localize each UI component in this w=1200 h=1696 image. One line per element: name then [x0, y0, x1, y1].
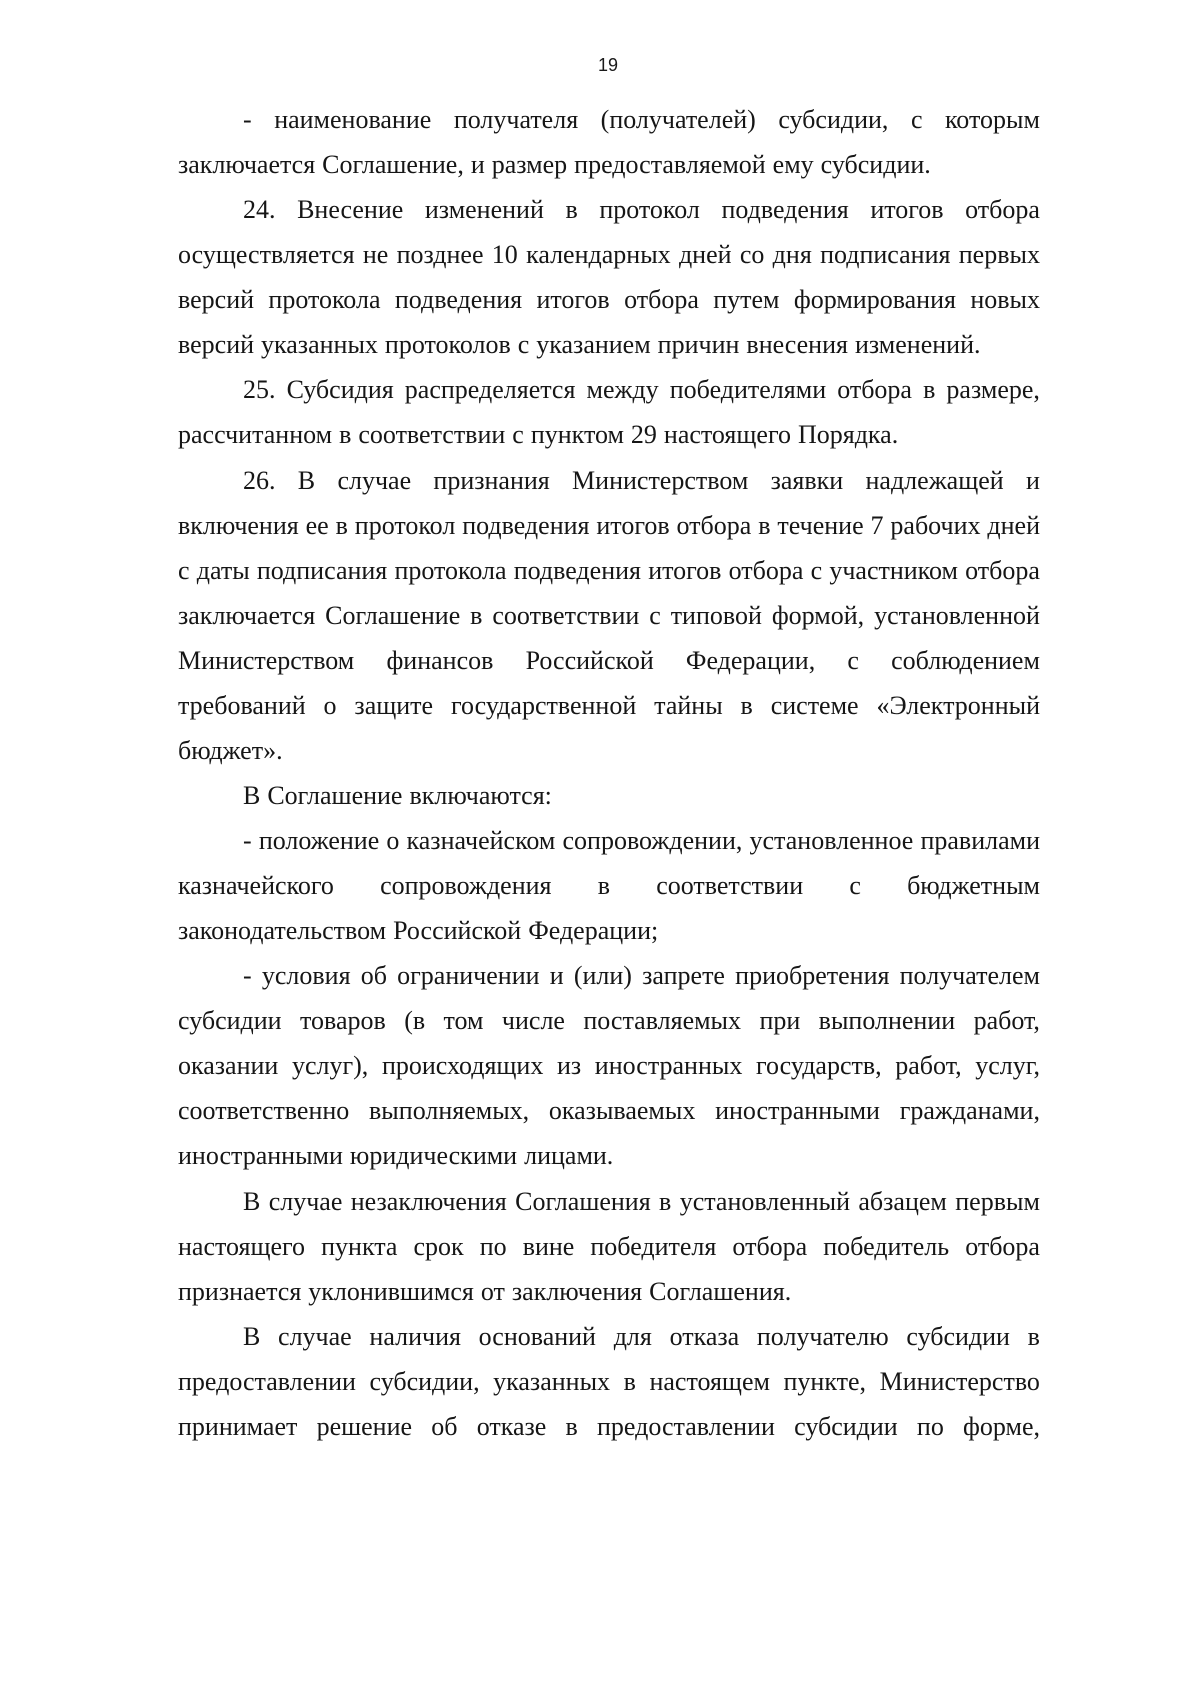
word: отбора: [837, 375, 912, 405]
word: бюджетным: [907, 871, 1040, 901]
word: срок: [413, 1231, 464, 1261]
word: сопровождения: [380, 871, 552, 901]
word: отбора: [965, 195, 1040, 225]
word: в: [1027, 1321, 1040, 1351]
word: наименование: [274, 105, 432, 134]
word: получателю: [756, 1321, 889, 1351]
text-line: [178, 1088, 1040, 1133]
word: отбора: [624, 285, 699, 315]
word: надлежащей: [865, 465, 1004, 495]
word: пункта: [321, 1231, 398, 1261]
word: числе: [501, 1006, 565, 1036]
word: по: [916, 1411, 944, 1441]
word: подведения: [462, 510, 590, 540]
word: -: [243, 105, 252, 134]
word: -: [243, 826, 252, 855]
word: не: [362, 240, 389, 270]
word: работ,: [973, 1006, 1040, 1036]
word: том: [443, 1006, 484, 1036]
word: 10: [491, 240, 518, 270]
word: Российской: [525, 645, 654, 675]
word: системе: [770, 690, 859, 720]
word: в: [758, 510, 771, 540]
word: работ,: [895, 1051, 962, 1081]
word: протокола: [394, 555, 507, 585]
word: в: [470, 600, 483, 630]
word: участником: [829, 555, 958, 585]
word: о: [323, 690, 337, 720]
word: получателем: [899, 961, 1040, 991]
word: требований: [178, 690, 306, 720]
word: по: [479, 1231, 507, 1261]
word: В: [243, 1186, 261, 1216]
word: которым: [945, 105, 1040, 134]
word: правилами: [920, 826, 1040, 855]
word: незаключения: [350, 1186, 507, 1216]
text-line: [178, 818, 1040, 863]
word: Министерством: [178, 645, 355, 675]
word: положение: [258, 826, 380, 855]
text-line: [178, 1314, 1040, 1359]
word: В: [243, 1321, 261, 1351]
word: предоставлении: [596, 1411, 775, 1441]
word: защите: [354, 690, 434, 720]
word: со: [739, 240, 765, 270]
word: настоящего: [178, 1231, 306, 1261]
word: Внесение: [297, 195, 404, 225]
word: итогов: [870, 195, 944, 225]
word: услуг,: [975, 1051, 1040, 1081]
word: в: [565, 1411, 578, 1441]
word: принимает: [178, 1411, 298, 1441]
text-line: законодательством Российской Федерации;: [178, 916, 659, 946]
word: ее: [305, 510, 329, 540]
word: изменений: [424, 195, 544, 225]
word: протокола: [268, 285, 381, 315]
word: абзацем: [858, 1186, 947, 1216]
word: формой,: [771, 600, 865, 630]
word: протокол: [354, 510, 456, 540]
word: условия: [261, 961, 351, 991]
text-line: [178, 998, 1040, 1043]
paragraph-recipient-name-item: [178, 97, 1040, 187]
word: с: [847, 645, 859, 675]
page-number: 19: [597, 55, 619, 75]
word: с: [649, 600, 661, 630]
word: отбора: [965, 1231, 1040, 1261]
word: иностранными: [715, 1096, 880, 1126]
paragraph-26-agreement-conclusion: [178, 458, 1040, 773]
word: (в: [404, 1006, 426, 1036]
paragraph-refusal-decision: [178, 1314, 1040, 1449]
word: соответствии: [492, 600, 640, 630]
paragraph-treasury-support-item: [178, 818, 1040, 953]
word: -: [243, 961, 252, 991]
word: приобретения: [735, 961, 890, 991]
text-line: [178, 1179, 1040, 1224]
word: отбора: [728, 555, 804, 585]
word: В: [297, 465, 316, 495]
word: форме,: [963, 1411, 1040, 1441]
word: предоставлении: [178, 1366, 356, 1396]
word: в: [623, 1366, 636, 1396]
word: с: [178, 555, 190, 585]
word: соблюдением: [891, 645, 1040, 675]
word: при: [759, 1006, 801, 1036]
word: отбора: [732, 1231, 808, 1261]
word: выполняемых,: [369, 1096, 530, 1126]
word: оснований: [478, 1321, 596, 1351]
word: с: [910, 105, 923, 134]
word: тайны: [654, 690, 723, 720]
word: получателя: [453, 105, 579, 134]
word: об: [360, 961, 387, 991]
paragraph-25-subsidy-distribution: [178, 367, 1040, 457]
word: первых: [958, 240, 1040, 270]
paragraph-24-protocol-amendments: [178, 187, 1040, 367]
text-line: [178, 683, 1040, 728]
word: подведения: [513, 555, 641, 585]
word: указанных: [493, 1366, 611, 1396]
word: подведения: [394, 285, 523, 315]
word: субсидии: [794, 1411, 898, 1441]
word: победителями: [669, 375, 827, 405]
text-line: [178, 458, 1040, 503]
word: Соглашения: [515, 1186, 651, 1216]
word: путем: [713, 285, 780, 315]
word: в: [565, 195, 578, 225]
document-body: [178, 97, 1040, 1449]
text-line: [178, 367, 1040, 412]
word: товаров: [300, 1006, 386, 1036]
word: случае: [278, 1321, 352, 1351]
word: установленной: [874, 600, 1040, 630]
word: государств,: [755, 1051, 882, 1081]
word: соответственно: [178, 1096, 350, 1126]
word: ограничении: [397, 961, 540, 991]
word: финансов: [386, 645, 494, 675]
word: распределяется: [404, 375, 576, 405]
word: включения: [178, 510, 299, 540]
word: случае: [337, 465, 412, 495]
word: осуществляется: [178, 240, 355, 270]
word: 26.: [243, 465, 276, 495]
word: победитель: [823, 1231, 950, 1261]
text-line: [178, 863, 1040, 908]
text-line: [178, 1043, 1040, 1088]
word: победителя: [590, 1231, 717, 1261]
word: Федерации,: [685, 645, 816, 675]
word: протокол: [599, 195, 700, 225]
text-line: [178, 503, 1040, 548]
word: гражданами,: [899, 1096, 1040, 1126]
word: Министерство: [879, 1366, 1040, 1396]
word: типовой: [670, 600, 762, 630]
word: оказании: [178, 1051, 279, 1081]
word: календарных: [526, 240, 671, 270]
text-line: иностранными юридическими лицами.: [178, 1141, 614, 1171]
word: установленный: [679, 1186, 851, 1216]
word: подписания: [820, 240, 951, 270]
word: случае: [268, 1186, 343, 1216]
word: услуг),: [291, 1051, 369, 1081]
paragraph-agreement-includes: [178, 773, 1040, 818]
word: соответствии: [656, 871, 804, 901]
word: итогов: [536, 285, 610, 315]
word: с: [849, 871, 861, 901]
text-line: [178, 638, 1040, 683]
text-line: [178, 277, 1040, 322]
text-line: [178, 593, 1040, 638]
word: вине: [522, 1231, 575, 1261]
word: подведения: [721, 195, 849, 225]
word: отбора: [676, 510, 752, 540]
text-line: заключается Соглашение, и размер предоставляемой ему субсидии.: [178, 150, 931, 180]
word: Соглашение: [325, 600, 461, 630]
word: для: [613, 1321, 652, 1351]
text-line: признается уклонившимся от заключения Соглашения.: [178, 1276, 792, 1306]
word: настоящем: [649, 1366, 770, 1396]
word: казначейского: [178, 871, 334, 901]
word: течение: [777, 510, 864, 540]
text-line: [178, 232, 1040, 277]
word: поставляемых: [583, 1006, 742, 1036]
word: запрете: [642, 961, 725, 991]
word: с: [810, 555, 823, 585]
word: наличия: [369, 1321, 461, 1351]
word: заключается: [178, 600, 316, 630]
word: новых: [970, 285, 1040, 315]
word: рабочих: [890, 510, 981, 540]
word: отбора: [965, 555, 1040, 585]
word: государственной: [450, 690, 637, 720]
word: 7: [870, 510, 884, 540]
text-line: [178, 953, 1040, 998]
word: отказе: [476, 1411, 547, 1441]
word: об: [431, 1411, 458, 1441]
word: размере,: [946, 375, 1040, 405]
word: и: [549, 961, 564, 991]
word: «Электронный: [876, 690, 1040, 720]
text-line: [178, 1224, 1040, 1269]
word: установленное: [749, 826, 914, 855]
word: в: [740, 690, 753, 720]
word: пункте,: [783, 1366, 867, 1396]
paragraph-evasion-of-agreement: [178, 1179, 1040, 1314]
word: субсидии,: [778, 105, 889, 134]
word: оказываемых: [548, 1096, 696, 1126]
text-line: [178, 187, 1040, 232]
text-line: [178, 97, 1040, 142]
word: 24.: [243, 195, 276, 225]
word: первым: [955, 1186, 1040, 1216]
word: Министерством: [572, 465, 749, 495]
word: (или): [573, 961, 632, 991]
text-line: версий указанных протоколов с указанием причин внесения изменений.: [178, 330, 981, 360]
word: субсидии: [178, 1006, 282, 1036]
word: решение: [316, 1411, 413, 1441]
word: отказа: [669, 1321, 740, 1351]
word: Субсидия: [286, 375, 394, 405]
word: казначейском: [406, 826, 556, 855]
word: формирования: [793, 285, 956, 315]
word: происходящих: [381, 1051, 544, 1081]
word: (получателей): [600, 105, 756, 134]
text-line: [178, 548, 1040, 593]
word: сопровождении,: [562, 826, 743, 855]
word: даты: [196, 555, 250, 585]
word: дня: [772, 240, 812, 270]
word: субсидии: [906, 1321, 1010, 1351]
word: дней: [678, 240, 732, 270]
text-line: рассчитанном в соответствии с пунктом 29 настоящего Порядка.: [178, 420, 899, 450]
word: иностранных: [594, 1051, 743, 1081]
word: выполнении: [818, 1006, 956, 1036]
text-line: [178, 1404, 1040, 1449]
word: и: [1025, 465, 1040, 495]
word: в: [659, 1186, 672, 1216]
word: признания: [433, 465, 550, 495]
word: позднее: [396, 240, 484, 270]
text-line: [178, 1359, 1040, 1404]
word: 25.: [243, 375, 276, 405]
text-line: В Соглашение включаются:: [243, 780, 552, 810]
word: версий: [178, 285, 255, 315]
word: итогов: [648, 555, 722, 585]
word: в: [597, 871, 610, 901]
word: в: [923, 375, 936, 405]
text-line: бюджет».: [178, 735, 283, 765]
word: между: [586, 375, 659, 405]
word: подписания: [256, 555, 388, 585]
word: итогов: [596, 510, 670, 540]
paragraph-import-restriction-item: [178, 953, 1040, 1178]
word: субсидии,: [369, 1366, 480, 1396]
word: в: [335, 510, 348, 540]
word: дней: [987, 510, 1040, 540]
word: заявки: [770, 465, 844, 495]
word: из: [556, 1051, 582, 1081]
word: о: [386, 826, 400, 855]
